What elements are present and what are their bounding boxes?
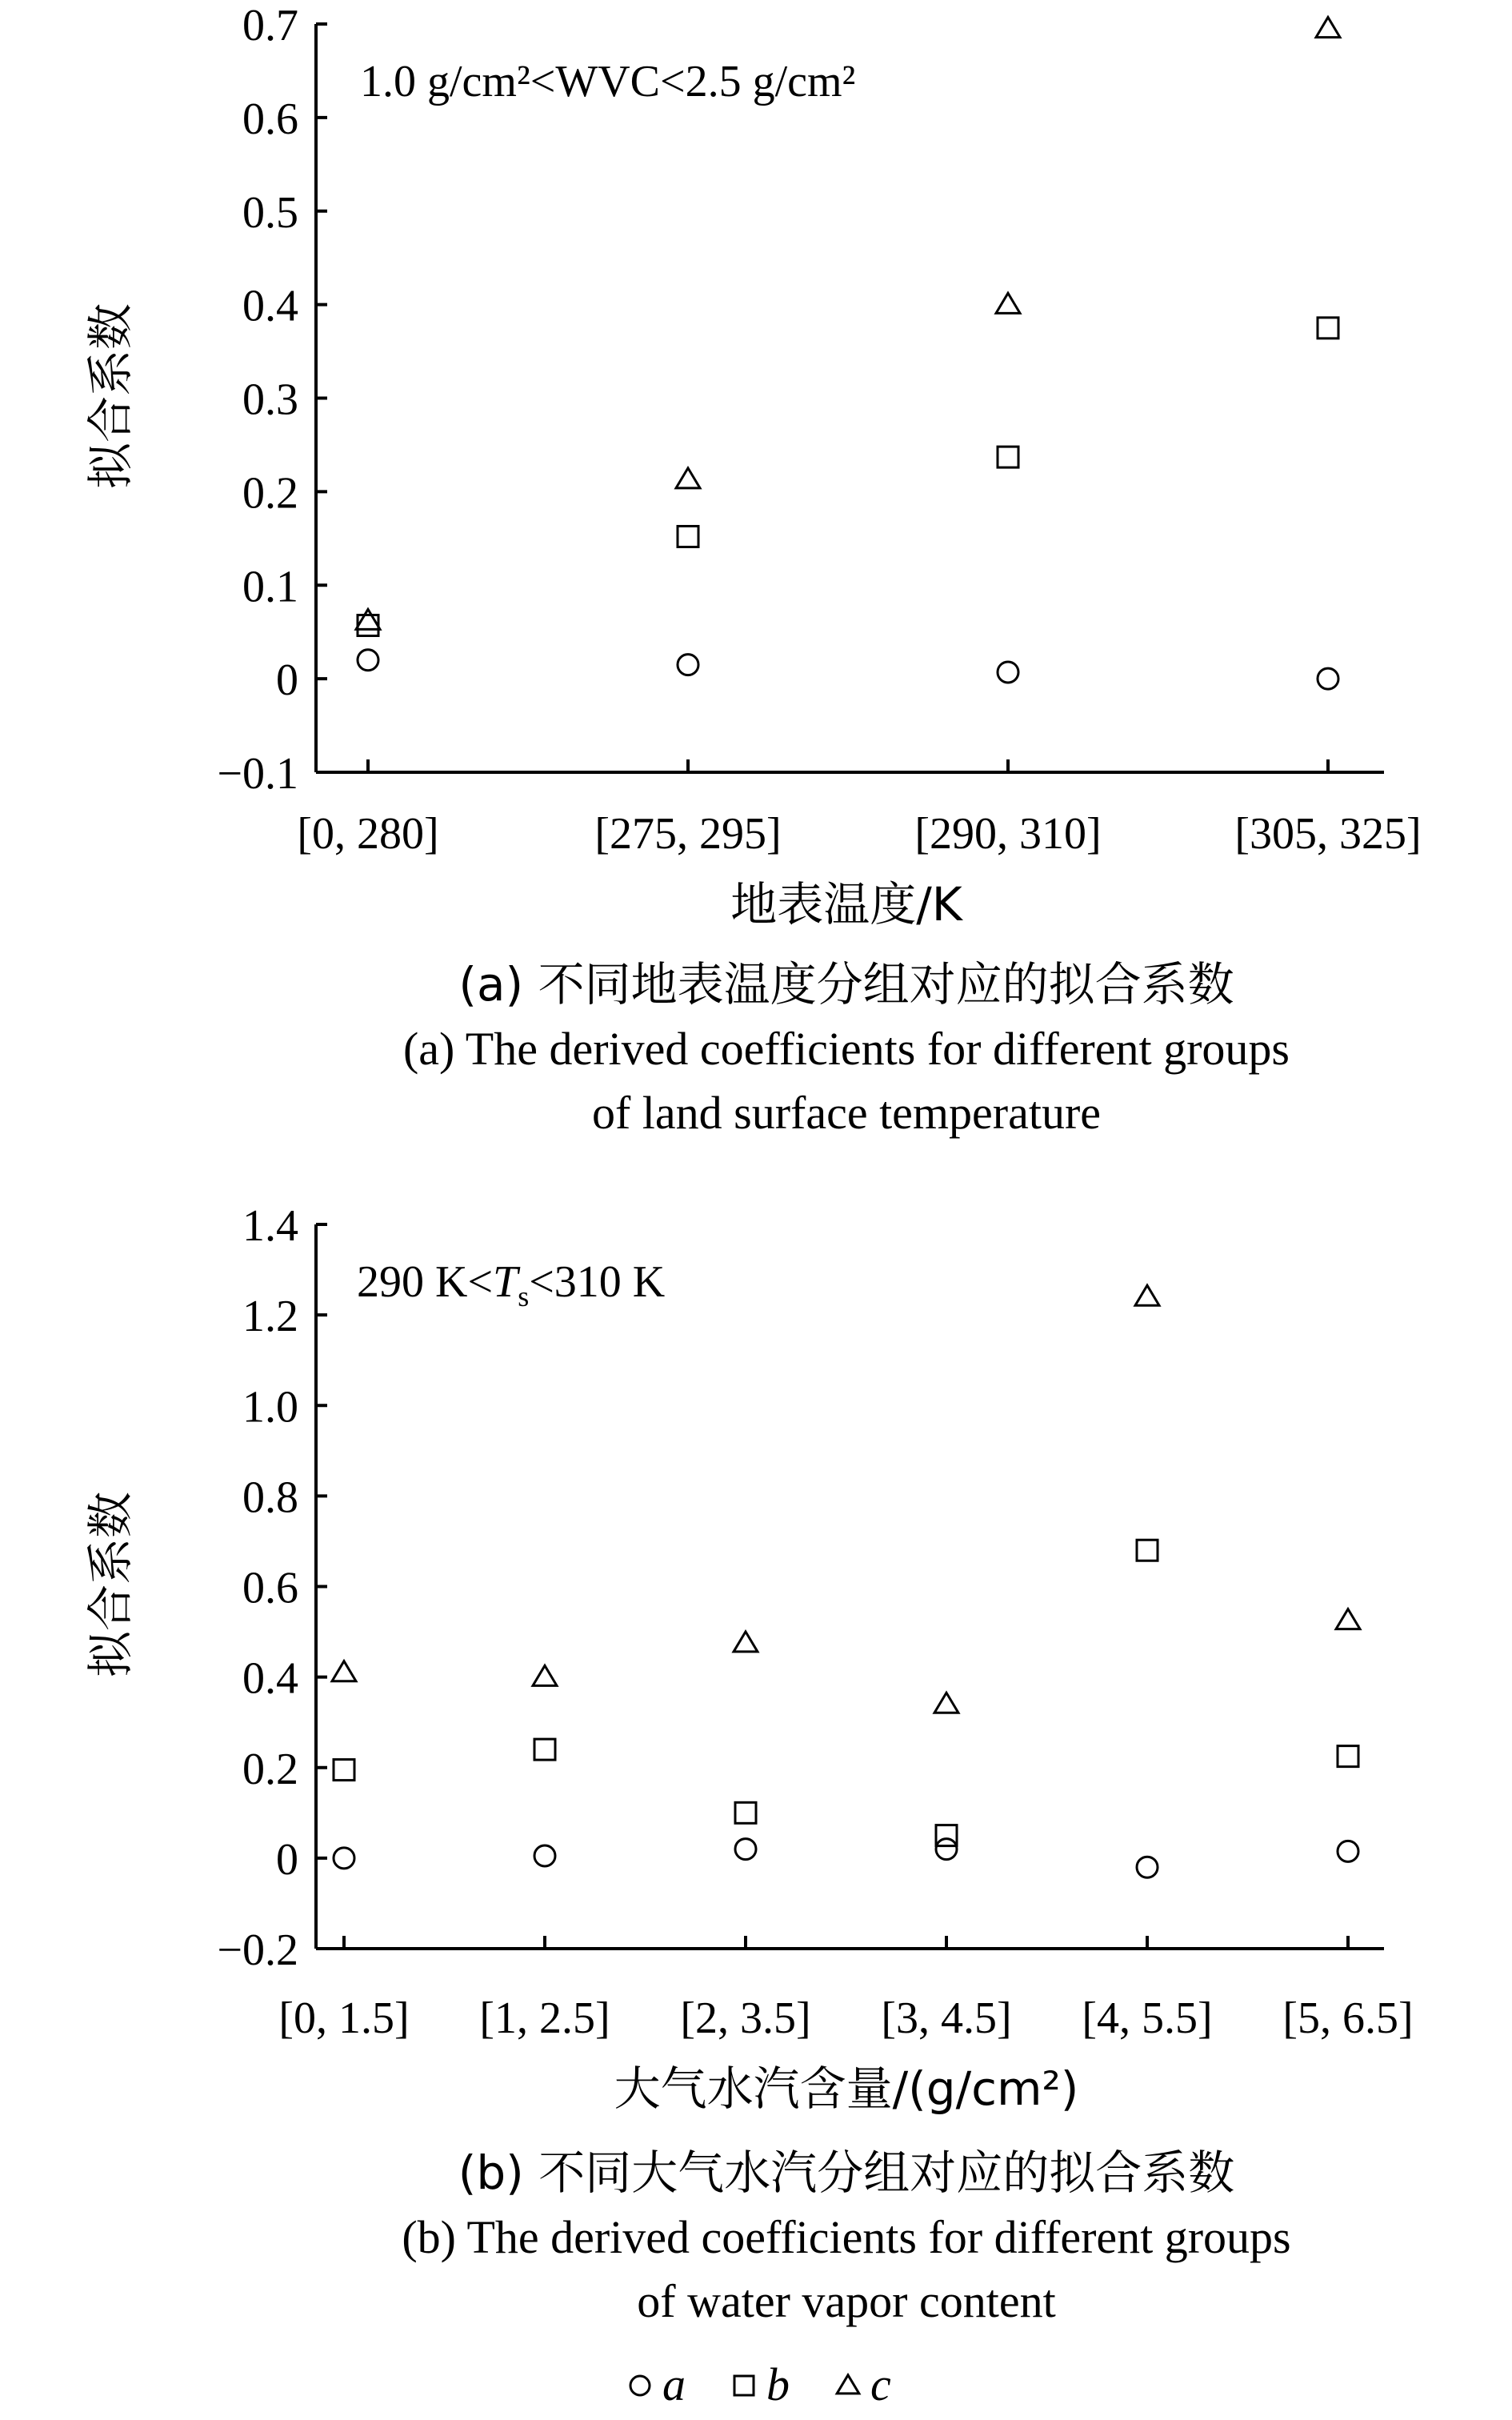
chart-b-marks — [332, 1285, 1360, 1877]
chart-a — [83, 1, 1422, 1139]
chart-b-point-b — [735, 1802, 756, 1823]
chart-b-y-tick-label: 0.2 — [242, 1744, 298, 1794]
legend-label-b: b — [766, 2358, 790, 2410]
chart-b-point-a — [735, 1839, 756, 1860]
chart-a-ylabel: 拟合系数 — [83, 302, 138, 490]
chart-b-annotation-var: T — [493, 1257, 518, 1307]
chart-b-x-tick-label: [5, 6.5] — [1282, 1993, 1414, 2043]
chart-b-annotation-suffix: <310 K — [529, 1257, 666, 1307]
chart-b-x-tick-label: [1, 2.5] — [479, 1993, 610, 2043]
chart-b-xlabel: 大气水汽含量/(g/cm²) — [614, 2061, 1079, 2116]
chart-a-point-c — [996, 293, 1020, 313]
chart-a-y-tick-label: 0.3 — [242, 375, 298, 425]
legend — [630, 2358, 891, 2410]
chart-a-y-tick-label: 0.4 — [242, 281, 298, 331]
legend-label-c: c — [870, 2358, 891, 2410]
chart-b-x-tick-label: [0, 1.5] — [278, 1993, 410, 2043]
chart-a-point-a — [678, 655, 698, 675]
chart-a-caption-en-1: (a) The derived coefficients for different groups — [402, 1023, 1290, 1075]
chart-b-point-a — [1338, 1841, 1358, 1861]
chart-a-y-tick-label: 0 — [276, 655, 298, 706]
chart-a-caption-en-2: of land surface temperature — [591, 1087, 1102, 1139]
chart-a-x-tick-label: [275, 295] — [594, 809, 782, 859]
chart-b-point-a — [534, 1845, 555, 1866]
chart-a-point-b — [998, 447, 1018, 467]
chart-a-point-c — [1316, 18, 1340, 38]
chart-b-y-tick-label: 0.4 — [242, 1653, 298, 1704]
chart-a-point-a — [358, 650, 378, 671]
chart-b-y-tick-label: 1.2 — [242, 1292, 298, 1342]
chart-a-y-tick-label: 0.5 — [242, 187, 298, 238]
chart-a-y-tick-label: 0.2 — [242, 468, 298, 519]
chart-a-xlabel: 地表温度/K — [730, 877, 962, 932]
chart-b — [83, 1201, 1414, 2327]
legend-marker-c — [837, 2375, 859, 2394]
chart-b-ylabel: 拟合系数 — [83, 1491, 138, 1678]
chart-a-point-b — [358, 615, 378, 636]
chart-a-point-a — [1318, 668, 1338, 689]
chart-b-caption-en-2: of water vapor content — [637, 2275, 1056, 2327]
chart-b-y-tick-label: 0 — [276, 1834, 298, 1885]
chart-a-y-tick-label: 0.6 — [242, 94, 298, 144]
chart-b-point-a — [334, 1848, 354, 1869]
chart-b-x-tick-label: [3, 4.5] — [881, 1993, 1012, 2043]
chart-b-point-c — [533, 1665, 557, 1685]
chart-a-axes — [217, 1, 1421, 859]
chart-b-annotation-sub: s — [518, 1280, 530, 1312]
chart-b-y-tick-label: 1.4 — [242, 1201, 298, 1251]
chart-a-point-a — [998, 662, 1018, 683]
chart-b-axes — [217, 1201, 1413, 2043]
chart-b-y-tick-label: 0.8 — [242, 1472, 298, 1523]
chart-b-point-b — [1338, 1746, 1358, 1767]
chart-b-point-c — [1336, 1609, 1360, 1629]
chart-b-point-c — [734, 1632, 758, 1652]
chart-b-point-c — [332, 1661, 356, 1681]
legend-marker-a — [630, 2376, 650, 2395]
chart-b-y-tick-label: 0.6 — [242, 1563, 298, 1613]
chart-a-point-b — [1318, 318, 1338, 339]
chart-b-y-tick-label: 1.0 — [242, 1382, 298, 1432]
chart-b-point-c — [934, 1693, 958, 1713]
chart-b-point-b — [534, 1739, 555, 1760]
legend-marker-b — [734, 2376, 754, 2395]
chart-b-y-tick-label: −0.2 — [217, 1925, 298, 1975]
chart-b-annotation-prefix: 290 K< — [357, 1257, 494, 1307]
chart-b-point-a — [1137, 1857, 1158, 1877]
chart-b-point-c — [1135, 1285, 1159, 1305]
chart-b-x-tick-label: [4, 5.5] — [1082, 1993, 1213, 2043]
chart-b-point-b — [1137, 1540, 1158, 1561]
chart-b-annotation — [357, 1257, 665, 1312]
chart-a-x-tick-label: [305, 325] — [1234, 809, 1422, 859]
chart-a-x-tick-label: [290, 310] — [914, 809, 1102, 859]
chart-a-y-tick-label: 0.1 — [242, 562, 298, 612]
chart-a-marks — [356, 18, 1340, 690]
chart-a-y-tick-label: 0.7 — [242, 1, 298, 50]
chart-a-caption-cn: (a) 不同地表温度分组对应的拟合系数 — [458, 957, 1234, 1012]
chart-a-y-tick-label: −0.1 — [217, 749, 298, 799]
chart-a-annotation: 1.0 g/cm²<WVC<2.5 g/cm² — [360, 57, 856, 106]
chart-b-caption-cn: (b) 不同大气水汽分组对应的拟合系数 — [458, 2146, 1235, 2200]
chart-a-x-tick-label: [0, 280] — [297, 809, 439, 859]
chart-b-x-tick-label: [2, 3.5] — [680, 1993, 811, 2043]
chart-a-point-c — [356, 609, 380, 629]
chart-b-caption-en-1: (b) The derived coefficients for different groups — [402, 2211, 1291, 2263]
chart-b-point-b — [334, 1760, 354, 1781]
legend-label-a: a — [662, 2358, 686, 2410]
chart-a-point-c — [676, 468, 700, 488]
chart-b-point-a — [936, 1839, 957, 1860]
chart-a-point-b — [678, 526, 698, 547]
